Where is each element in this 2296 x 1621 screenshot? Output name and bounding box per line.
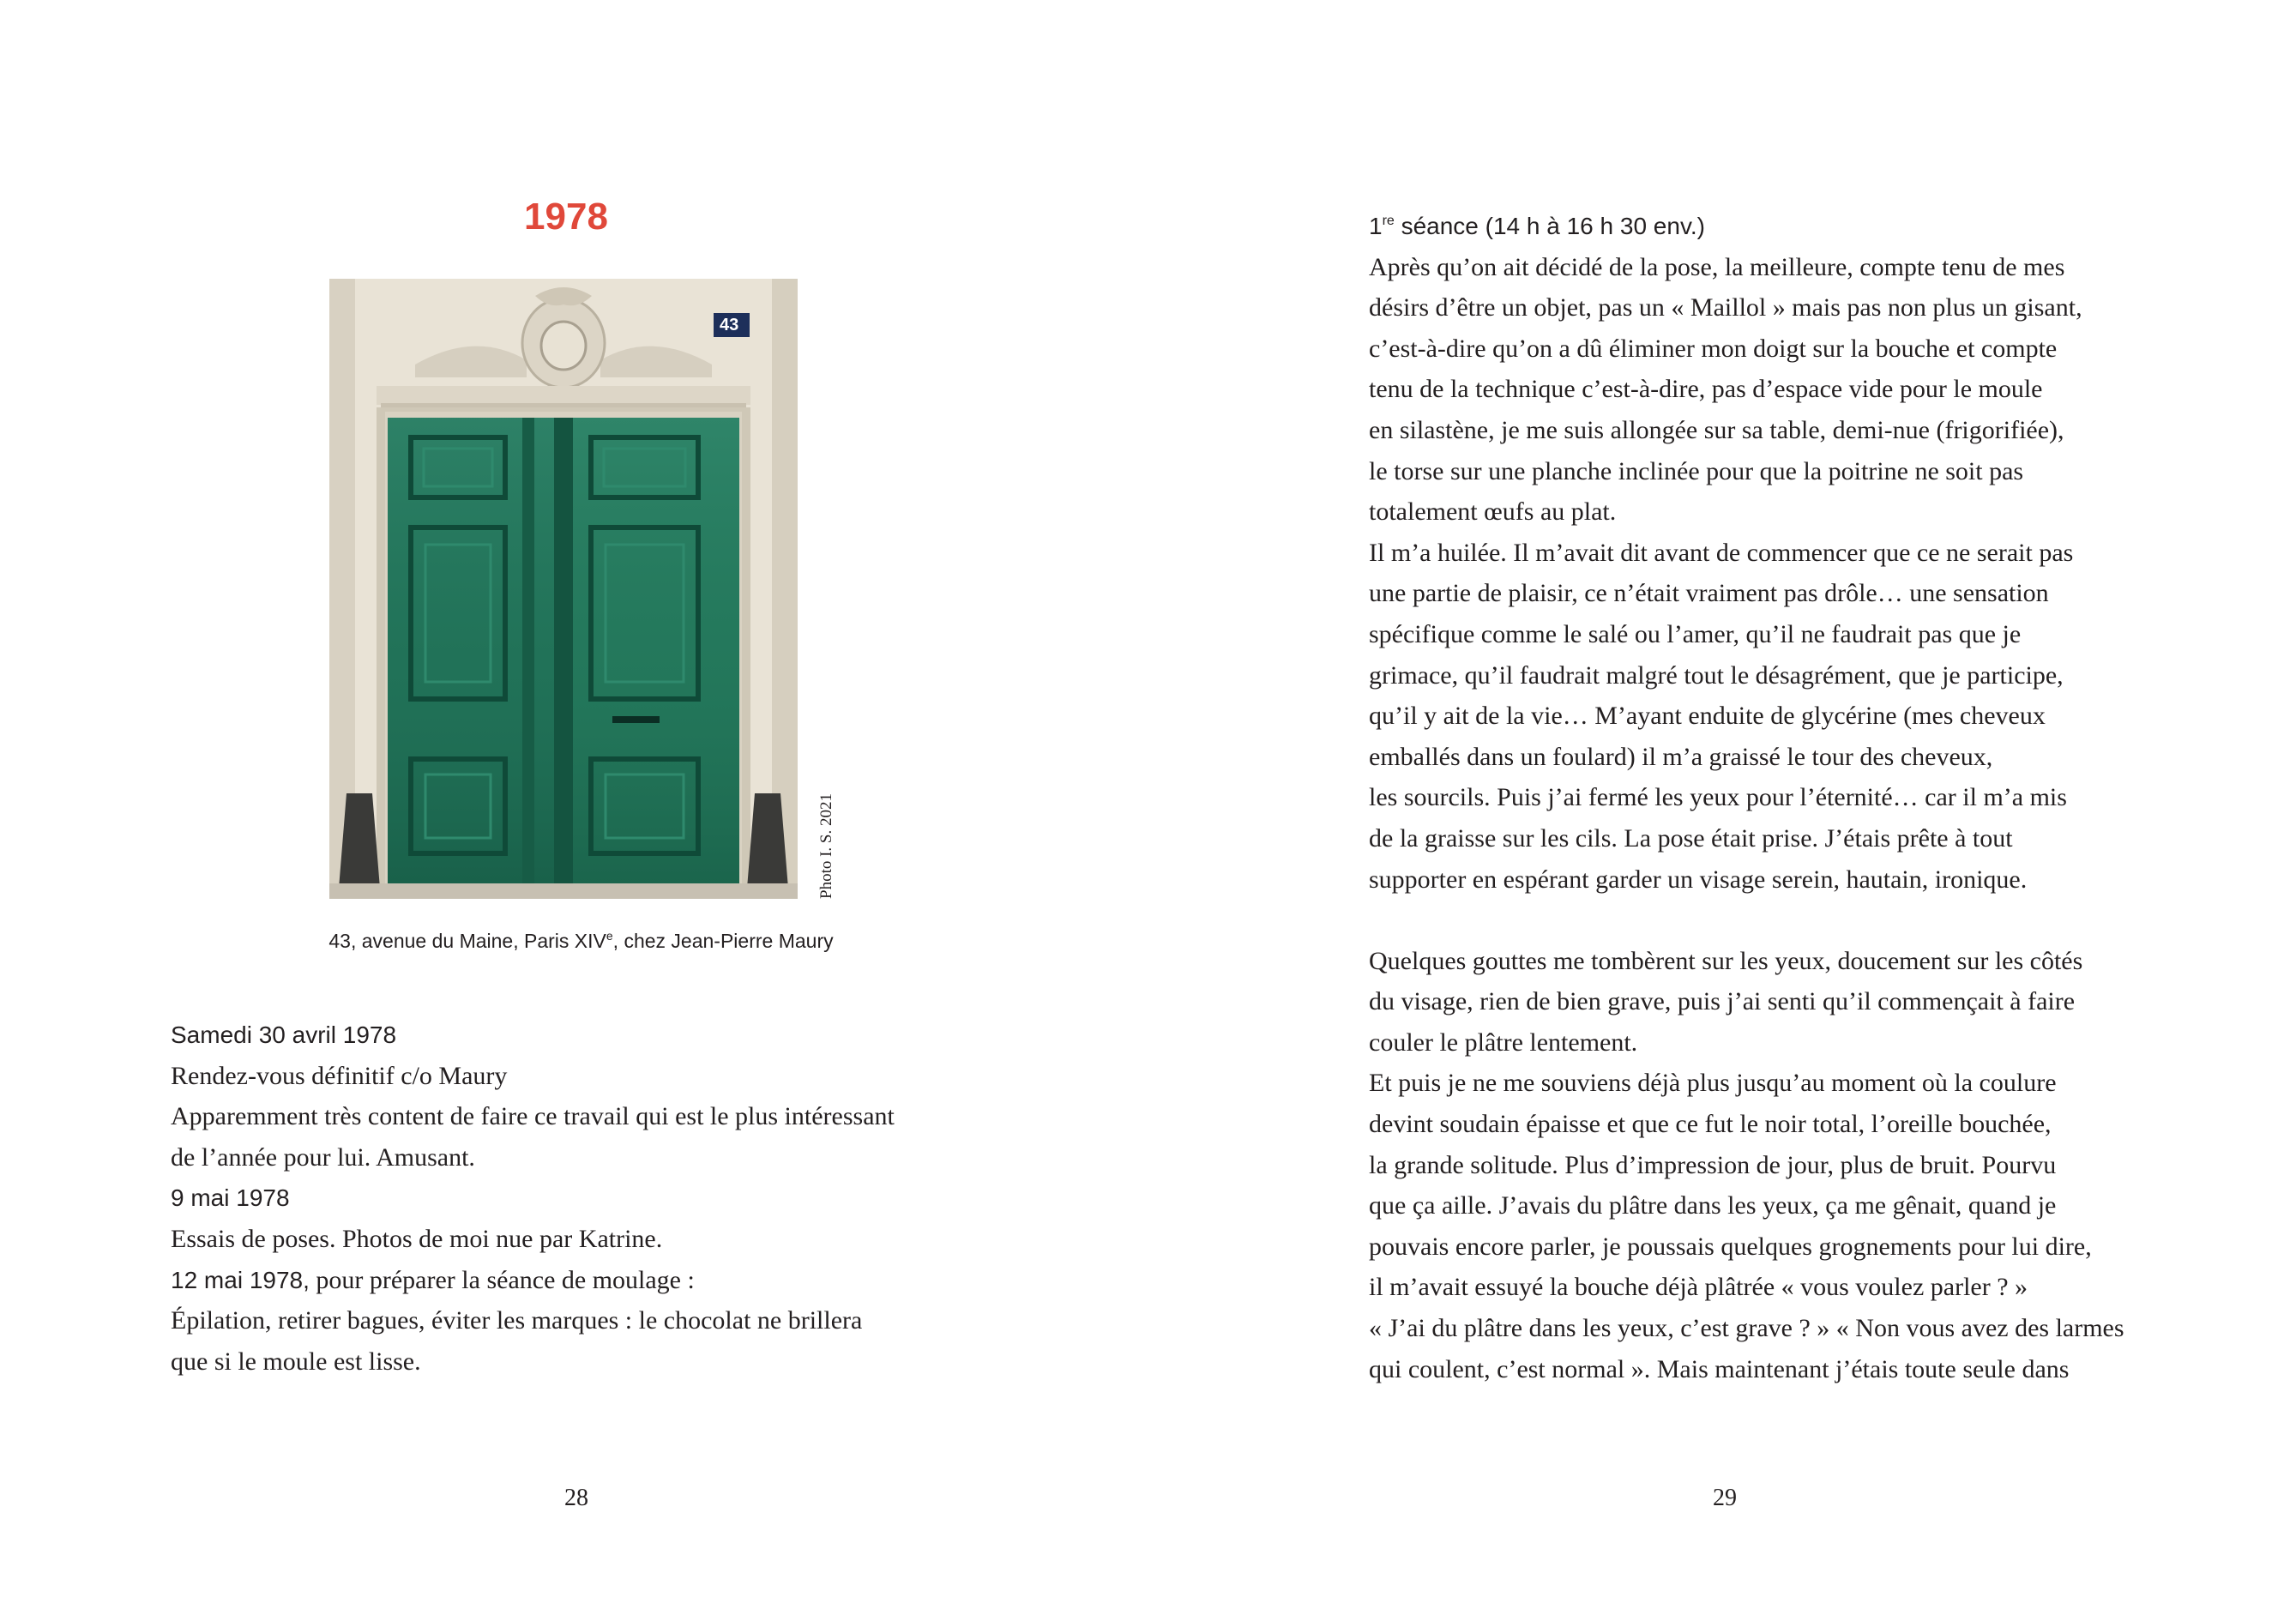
text-line: Quelques gouttes me tombèrent sur les yeux, doucement sur les côtés [1369,946,2083,975]
entry-heading: 9 mai 1978 [171,1184,290,1212]
entry-heading-line: 12 mai 1978, pour préparer la séance de moulage : [171,1265,695,1294]
text-line: que ça aille. J’avais du plâtre dans les yeux, ça me gênait, quand je [1369,1191,2057,1220]
text-line: Et puis je ne me souviens déjà plus jusqu’au moment où la coulure [1369,1069,2057,1098]
text-line: le torse sur une planche inclinée pour que la poitrine ne soit pas [1369,456,2024,485]
text-line: pouvais encore parler, je poussais quelques grognements pour lui dire, [1369,1232,2092,1261]
text-line: qu’il y ait de la vie… M’ayant enduite de glycérine (mes cheveux [1369,702,2046,731]
paragraph-gap [1369,900,2244,941]
paragraph-2 [1369,941,2244,1390]
text-line: c’est-à-dire qu’on a dû éliminer mon doigt sur la bouche et compte [1369,334,2058,363]
text-line: grimace, qu’il faudrait malgré tout le désagrément, que je participe, [1369,660,2064,690]
entry-line: Apparemment très content de faire ce travail qui est le plus intéressant [171,1102,895,1131]
page-number: 29 [1713,1485,1737,1511]
text-line: couler le plâtre lentement. [1369,1027,1638,1057]
right-page [1148,0,2296,1621]
text-line: supporter en espérant garder un visage serein, hautain, ironique. [1369,865,2028,894]
text-line: de la graisse sur les cils. La pose était prise. J’étais prête à tout [1369,823,2013,853]
entry-line: Rendez-vous définitif c/o Maury [171,1061,508,1090]
photo-credit: Photo I. S. 2021 [817,793,835,899]
text-line: spécifique comme le salé ou l’amer, qu’il ne faudrait pas que je [1369,619,2022,648]
text-line: totalement œufs au plat. [1369,497,1617,527]
text-line: une partie de plaisir, ce n’était vraiment pas drôle… une sensation [1369,579,2049,608]
text-line: qui coulent, c’est normal ». Mais maintenant j’étais toute seule dans [1369,1354,2070,1383]
house-number: 43 [720,316,739,334]
session-heading: 1re séance (14 h à 16 h 30 env.) [1369,213,1705,239]
page-number: 28 [564,1485,588,1511]
text-line: les sourcils. Puis j’ai fermé les yeux pour l’éternité… car il m’a mis [1369,783,2067,812]
text-line: du visage, rien de bien grave, puis j’ai senti qu’il commençait à faire [1369,987,2076,1016]
chapter-year-title: 1978 [524,196,608,238]
entry-heading: Samedi 30 avril 1978 [171,1021,397,1048]
text-line: devint soudain épaisse et que ce fut le noir total, l’oreille bouchée, [1369,1110,2052,1139]
text-line: Après qu’on ait décidé de la pose, la meilleure, compte tenu de mes [1369,252,2065,281]
text-line: la grande solitude. Plus d’impression de jour, plus de bruit. Pourvu [1369,1150,2057,1179]
text-line: Il m’a huilée. Il m’avait dit avant de commencer que ce ne serait pas [1369,538,2074,567]
entry-line: Épilation, retirer bagues, éviter les marques : le chocolat ne brillera [171,1306,863,1335]
entry-line: que si le moule est lisse. [171,1347,421,1376]
text-line: tenu de la technique c’est-à-dire, pas d’espace vide pour le moule [1369,375,2043,404]
paragraph-1 [1369,247,2244,901]
entry-line: Essais de poses. Photos de moi nue par Katrine. [171,1224,663,1253]
text-line: en silastène, je me suis allongée sur sa table, demi-nue (frigorifiée), [1369,415,2064,444]
door-photo [329,279,798,899]
diary-entries [171,1015,1028,1382]
text-line: désirs d’être un objet, pas un « Maillol » mais pas non plus un gisant, [1369,293,2082,322]
session-text [1369,201,2244,1389]
entry-line: de l’année pour lui. Amusant. [171,1142,475,1172]
text-line: emballés dans un foulard) il m’a graissé le tour des cheveux, [1369,742,1993,771]
text-line: il m’avait essuyé la bouche déjà plâtrée « vous voulez parler ? » [1369,1273,2028,1302]
text-line: « J’ai du plâtre dans les yeux, c’est grave ? » « Non vous avez des larmes [1369,1314,2124,1343]
photo-caption: 43, avenue du Maine, Paris XIVe, chez Jean-Pierre Maury [328,929,834,952]
